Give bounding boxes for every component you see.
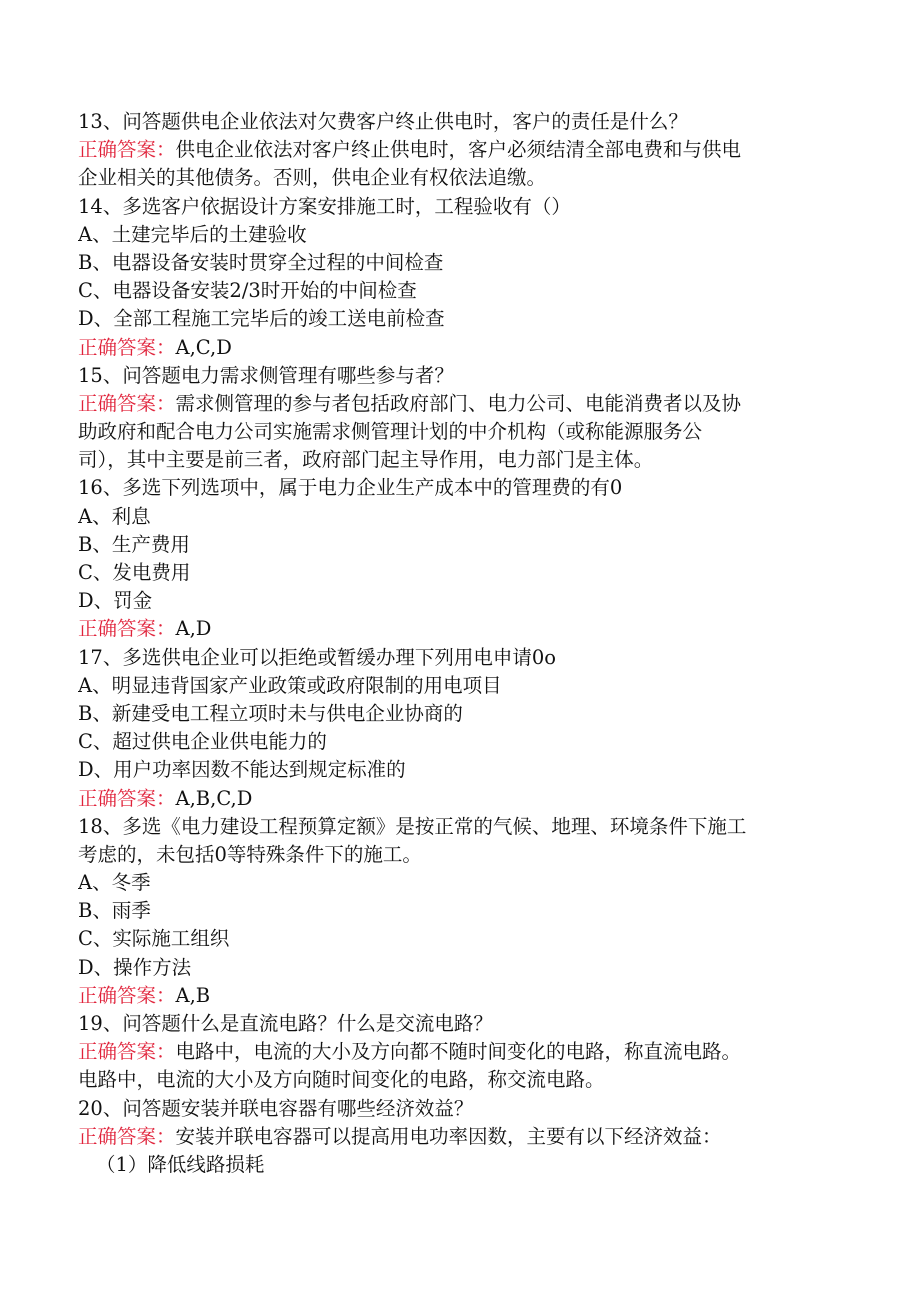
text-line: 19、问答题什么是直流电路？什么是交流电路？ xyxy=(78,1012,493,1035)
answer-line xyxy=(78,334,820,362)
text-line: C、发电费用 xyxy=(78,561,191,584)
answer-label: 正确答案： xyxy=(78,335,176,359)
text-line: 14、多选客户依据设计方案安排施工时，工程验收有（） xyxy=(78,194,571,218)
answer-label: 正确答案： xyxy=(78,1124,176,1148)
text-line: A、利息 xyxy=(78,504,151,528)
answer-text: A,B xyxy=(175,983,211,1007)
answer-line xyxy=(78,1038,820,1066)
text-line: 13、问答题供电企业依法对欠费客户终止供电时，客户的责任是什么？ xyxy=(78,110,688,133)
text-line: C、实际施工组织 xyxy=(78,927,230,951)
text-line: B、雨季 xyxy=(78,899,151,923)
text-line: 助政府和配合电力公司实施需求侧管理计划的中介机构（或称能源服务公 xyxy=(78,420,703,444)
text-line: 17、多选供电企业可以拒绝或暂缓办理下列用电申请0o xyxy=(78,645,556,669)
answer-text: 电路中，电流的大小及方向都不随时间变化的电路，称直流电路。 xyxy=(175,1040,742,1064)
answer-line xyxy=(78,390,820,418)
answer-text: A,B,C,D xyxy=(175,786,253,810)
text-line: 电路中，电流的大小及方向随时间变化的电路，称交流电路。 xyxy=(78,1068,605,1092)
text-line: B、电器设备安装时贯穿全过程的中间检查 xyxy=(78,250,444,274)
answer-label: 正确答案： xyxy=(78,138,176,162)
text-line: A、明显违背国家产业政策或政府限制的用电项目 xyxy=(78,673,502,697)
text-line: 20、问答题安装并联电容器有哪些经济效益？ xyxy=(78,1096,474,1120)
answer-line xyxy=(78,136,820,164)
answer-label: 正确答案： xyxy=(78,983,176,1007)
answer-label: 正确答案： xyxy=(78,786,176,810)
answer-line xyxy=(78,1123,820,1151)
text-line: C、电器设备安装2/3时开始的中间检查 xyxy=(78,279,417,303)
answer-label: 正确答案： xyxy=(78,617,176,641)
text-line: 司），其中主要是前三者，政府部门起主导作用，电力部门是主体。 xyxy=(78,448,654,472)
answer-text: A,C,D xyxy=(175,335,232,359)
answer-text: 安装并联电容器可以提高用电功率因数，主要有以下经济效益： xyxy=(175,1124,722,1148)
text-line: D、罚金 xyxy=(78,589,153,613)
document-page xyxy=(78,108,820,1179)
text-line: 15、问答题电力需求侧管理有哪些参与者？ xyxy=(78,363,454,387)
text-line: B、新建受电工程立项时未与供电企业协商的 xyxy=(78,701,463,725)
answer-label: 正确答案： xyxy=(78,1040,176,1064)
answer-text: 供电企业依法对客户终止供电时，客户必须结清全部电费和与供电 xyxy=(175,138,742,162)
text-line: 18、多选《电力建设工程预算定额》是按正常的气候、地理、环境条件下施工 xyxy=(78,814,747,838)
answer-label: 正确答案： xyxy=(78,391,176,415)
text-line: D、用户功率因数不能达到规定标准的 xyxy=(78,758,406,782)
text-line: A、土建完毕后的土建验收 xyxy=(78,222,307,246)
indented-line: （1）降低线路损耗 xyxy=(96,1152,265,1176)
answer-line xyxy=(78,785,820,813)
text-line: 企业相关的其他债务。否则，供电企业有权依法追缴。 xyxy=(78,166,547,190)
answer-text: 需求侧管理的参与者包括政府部门、电力公司、电能消费者以及协 xyxy=(175,391,742,415)
text-line: D、全部工程施工完毕后的竣工送电前检查 xyxy=(78,307,445,331)
text-line: C、超过供电企业供电能力的 xyxy=(78,730,327,754)
text-line: 考虑的，未包括0等特殊条件下的施工。 xyxy=(78,842,422,866)
text-line: B、生产费用 xyxy=(78,532,190,556)
text-line: A、冬季 xyxy=(78,871,151,895)
answer-line xyxy=(78,615,820,643)
text-line: D、操作方法 xyxy=(78,955,192,979)
text-line: 16、多选下列选项中，属于电力企业生产成本中的管理费的有0 xyxy=(78,476,623,500)
answer-line xyxy=(78,982,820,1010)
answer-text: A,D xyxy=(175,617,212,641)
